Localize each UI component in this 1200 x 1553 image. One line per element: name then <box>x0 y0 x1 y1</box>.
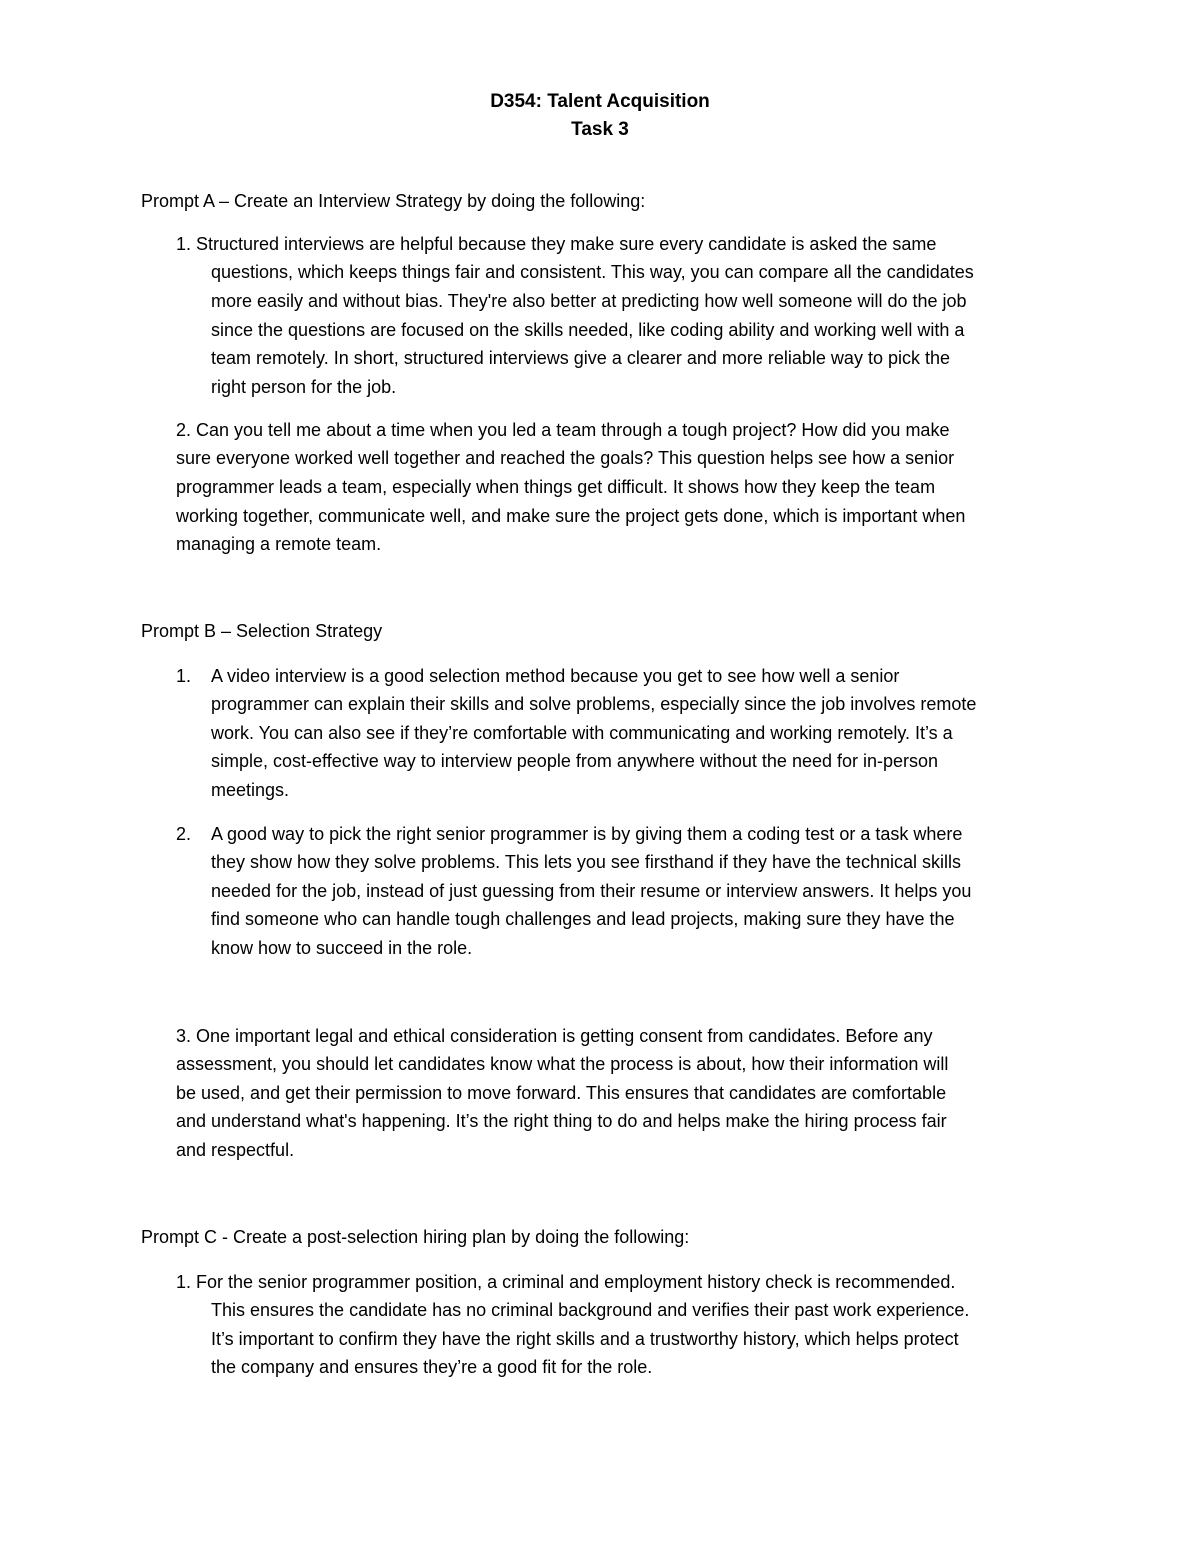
prompt-c-item1-line: 1. For the senior programmer position, a criminal and employment history check is recommended. <box>176 1272 956 1292</box>
prompt-b-item3-line: assessment, you should let candidates know what the process is about, how their information will <box>176 1054 949 1074</box>
prompt-a-heading: Prompt A – Create an Interview Strategy by doing the following: <box>141 191 646 211</box>
prompt-b-item2-line: needed for the job, instead of just guessing from their resume or interview answers. It helps you <box>211 881 972 901</box>
prompt-a-item1-line: right person for the job. <box>211 377 397 397</box>
prompt-b-item1-line: meetings. <box>211 780 290 800</box>
prompt-b-item2-line: know how to succeed in the role. <box>211 938 473 958</box>
prompt-c-item1-line: the company and ensures they’re a good fit for the role. <box>211 1357 653 1377</box>
prompt-b-item3-line: be used, and get their permission to move forward. This ensures that candidates are comfortable <box>176 1083 947 1103</box>
prompt-a-item1-line: team remotely. In short, structured interviews give a clearer and more reliable way to pick the <box>211 348 950 368</box>
prompt-a-item2-line: working together, communicate well, and make sure the project gets done, which is important when <box>176 506 966 526</box>
prompt-a-item2-line: sure everyone worked well together and reached the goals? This question helps see how a senior <box>176 448 955 468</box>
prompt-a-item1-line: questions, which keeps things fair and consistent. This way, you can compare all the candidates <box>211 262 974 282</box>
prompt-b-item3-line: and respectful. <box>176 1140 295 1160</box>
prompt-c-item1-line: It’s important to confirm they have the right skills and a trustworthy history, which helps protect <box>211 1329 959 1349</box>
prompt-a-item1-line: more easily and without bias. They're also better at predicting how well someone will do the job <box>211 291 967 311</box>
prompt-b-item1-line: programmer can explain their skills and solve problems, especially since the job involves remote <box>211 694 977 714</box>
prompt-a-item2-line: programmer leads a team, especially when things get difficult. It shows how they keep the team <box>176 477 936 497</box>
prompt-a-item1-line: since the questions are focused on the skills needed, like coding ability and working well with a <box>211 320 965 340</box>
document-subtitle: Task 3 <box>571 119 629 140</box>
prompt-b-item1-line: A video interview is a good selection method because you get to see how well a senior <box>211 666 900 686</box>
prompt-b-heading: Prompt B – Selection Strategy <box>141 621 383 641</box>
prompt-c-item1-line: This ensures the candidate has no criminal background and verifies their past work experience. <box>211 1300 970 1320</box>
prompt-b-item2-line: A good way to pick the right senior programmer is by giving them a coding test or a task where <box>211 824 963 844</box>
prompt-b-item2-number: 2. <box>176 824 192 844</box>
prompt-c-heading: Prompt C - Create a post-selection hiring plan by doing the following: <box>141 1227 690 1247</box>
prompt-b-item1-line: work. You can also see if they’re comfortable with communicating and working remotely. It’s a <box>211 723 953 743</box>
prompt-b-item2-line: find someone who can handle tough challenges and lead projects, making sure they have the <box>211 909 955 929</box>
prompt-b-item3-line: and understand what's happening. It’s the right thing to do and helps make the hiring process fair <box>176 1111 947 1131</box>
prompt-a-item1-line: 1. Structured interviews are helpful because they make sure every candidate is asked the same <box>176 234 937 254</box>
prompt-b-item2-line: they show how they solve problems. This lets you see firsthand if they have the technical skills <box>211 852 962 872</box>
document-title: D354: Talent Acquisition <box>490 91 710 112</box>
prompt-a-item2-line: managing a remote team. <box>176 534 382 554</box>
prompt-b-item1-line: simple, cost-effective way to interview people from anywhere without the need for in-person <box>211 751 939 771</box>
prompt-b-item3-line: 3. One important legal and ethical consideration is getting consent from candidates. Before any <box>176 1026 933 1046</box>
prompt-a-item2-line: 2. Can you tell me about a time when you led a team through a tough project? How did you make <box>176 420 950 440</box>
prompt-b-item1-number: 1. <box>176 666 192 686</box>
